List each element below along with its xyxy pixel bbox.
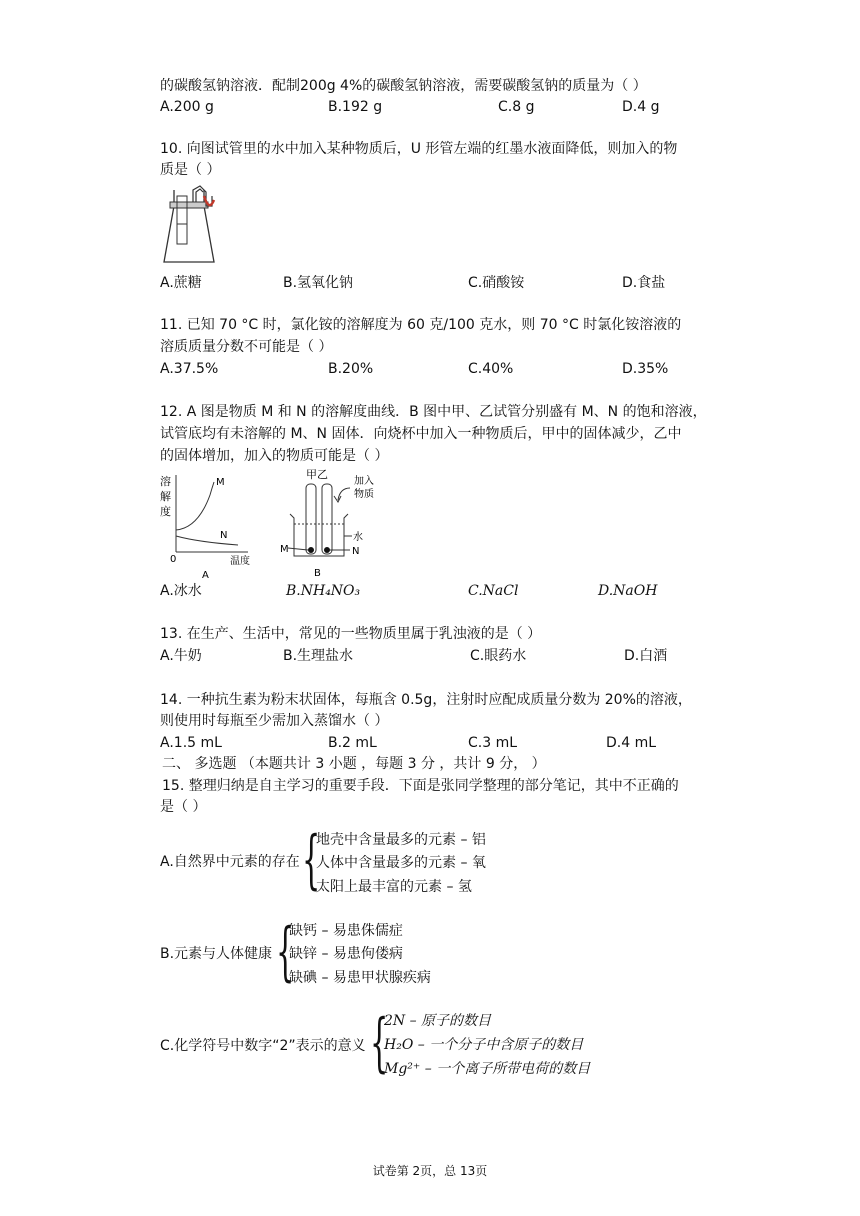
q15-a-item-2: 人体中含量最多的元素 – 氧 [316, 855, 486, 871]
q15-option-a-label[interactable]: A.自然界中元素的存在 [160, 854, 300, 870]
q10-flask-figure [160, 182, 222, 270]
fig-b-tube-yi [322, 484, 332, 554]
fig-b-tube-labels: 甲乙 [306, 468, 328, 481]
fig-a-label-n: N [220, 530, 228, 541]
q12-option-b[interactable]: B.NH₄NO₃ [286, 583, 361, 599]
q15-stem-line2: 是（ ） [160, 799, 207, 815]
q11-option-d[interactable]: D.35% [622, 361, 669, 377]
q12-figure-b [278, 466, 388, 582]
q15-c-item-2: H₂O – 一个分子中含原子的数目 [384, 1037, 584, 1053]
q15-a-brace: { [302, 823, 321, 897]
q13-options [160, 646, 720, 666]
q10-stem-line1: 10. 向图试管里的水中加入某种物质后，U 形管左端的红墨水液面降低，则加入的物 [160, 141, 678, 157]
fig-b-add-2: 物质 [354, 489, 374, 500]
q10-option-b[interactable]: B.氢氧化钠 [283, 275, 354, 291]
q15-b-brace: { [276, 915, 295, 989]
q15-option-c-label[interactable]: C.化学符号中数字“2”表示的意义 [160, 1038, 366, 1054]
q9-options [160, 97, 720, 117]
q15-c-item-1: 2N – 原子的数目 [384, 1013, 492, 1029]
fig-b-solid-n [324, 547, 330, 553]
q14-option-a[interactable]: A.1.5 mL [160, 735, 222, 751]
q12-stem-line2: 试管底均有未溶解的 M、N 固体．向烧杯中加入一种物质后，甲中的固体减少，乙中 [160, 426, 682, 442]
fig-b-solid-m [308, 547, 314, 553]
q11-option-a[interactable]: A.37.5% [160, 361, 219, 377]
q9-option-d[interactable]: D.4 g [622, 99, 660, 115]
q13-option-d[interactable]: D.白酒 [624, 648, 668, 664]
q12-stem-line3: 的固体增加，加入的物质可能是（ ） [160, 448, 389, 464]
fig-a-ylabel-2: 解 [160, 490, 171, 503]
q12-option-c[interactable]: C.NaCl [468, 583, 519, 599]
q12-figure-a [158, 470, 258, 582]
q12-options [160, 581, 720, 601]
q11-option-b[interactable]: B.20% [328, 361, 374, 377]
q13-option-c[interactable]: C.眼药水 [470, 648, 527, 664]
fig-a-ylabel-1: 溶 [160, 475, 171, 488]
q15-option-b-label[interactable]: B.元素与人体健康 [160, 946, 273, 962]
q9-option-a[interactable]: A.200 g [160, 99, 214, 115]
fig-a-caption: A [202, 570, 209, 581]
fig-b-water [294, 524, 344, 556]
q10-option-d[interactable]: D.食盐 [622, 275, 666, 291]
q9-option-c[interactable]: C.8 g [498, 99, 535, 115]
q11-option-c[interactable]: C.40% [468, 361, 514, 377]
q15-b-item-1: 缺钙 – 易患侏儒症 [289, 923, 403, 939]
fig-b-add-1: 加入 [354, 476, 374, 487]
q14-stem-line2: 则使用时每瓶至少需加入蒸馏水（ ） [160, 713, 389, 729]
q10-options [160, 273, 720, 293]
q14-option-c[interactable]: C.3 mL [468, 735, 518, 751]
q11-stem-line2: 溶质质量分数不可能是（ ） [160, 339, 333, 355]
fig-b-m-pointer [288, 548, 308, 550]
fig-a-ylabel-3: 度 [160, 505, 171, 518]
q14-option-b[interactable]: B.2 mL [328, 735, 377, 751]
q10-stem-line2: 质是（ ） [160, 162, 221, 178]
fig-b-tube-jia [306, 484, 316, 554]
q15-b-item-2: 缺锌 – 易患佝偻病 [289, 946, 403, 962]
fig-b-n-label: N [352, 546, 360, 557]
fig-a-curve-m [176, 482, 214, 530]
section2-header: 二、 多选题 （本题共计 3 小题 ，每题 3 分 ，共计 9 分， ） [162, 756, 546, 772]
q11-options [160, 359, 720, 379]
q13-option-a[interactable]: A.牛奶 [160, 648, 202, 664]
q12-option-d[interactable]: D.NaOH [598, 583, 658, 599]
q9-option-b[interactable]: B.192 g [328, 99, 383, 115]
q9-stem-line: 的碳酸氢钠溶液．配制200g 4%的碳酸氢钠溶液，需要碳酸氢钠的质量为（ ） [160, 78, 647, 94]
page-footer: 试卷第 2页，总 13页 [372, 1164, 488, 1178]
q15-c-item-3: Mg²⁺ – 一个离子所带电荷的数目 [384, 1061, 591, 1077]
q15-c-brace: { [370, 1006, 389, 1080]
q15-a-item-1: 地壳中含量最多的元素 – 铝 [316, 832, 486, 848]
q14-stem-line1: 14. 一种抗生素为粉末状固体，每瓶含 0.5g，注射时应配成质量分数为 20%的溶液， [160, 692, 692, 708]
q14-options [160, 733, 720, 753]
q14-option-d[interactable]: D.4 mL [606, 735, 657, 751]
q15-stem-line1: 15. 整理归纳是自主学习的重要手段．下面是张同学整理的部分笔记，其中不正确的 [162, 778, 679, 794]
q15-a-item-3: 太阳上最丰富的元素 – 氢 [316, 879, 472, 895]
q11-stem-line1: 11. 已知 70 °C 时，氯化铵的溶解度为 60 克/100 克水，则 70 °C 时氯化铵溶液的 [160, 317, 682, 333]
flask-stopper [170, 202, 208, 208]
q12-stem-line1: 12. A 图是物质 M 和 N 的溶解度曲线．B 图中甲、乙试管分别盛有 M、N 的饱和溶液， [160, 404, 707, 420]
q12-option-a[interactable]: A.冰水 [160, 583, 202, 599]
fig-b-caption: B [314, 568, 321, 579]
q10-option-a[interactable]: A.蔗糖 [160, 275, 202, 291]
fig-b-arrowhead [334, 496, 341, 502]
fig-a-label-m: M [216, 477, 225, 488]
q10-option-c[interactable]: C.硝酸铵 [468, 275, 525, 291]
fig-b-water-label: 水 [353, 532, 363, 543]
q15-b-item-3: 缺碘 – 易患甲状腺疾病 [289, 970, 431, 986]
fig-b-m-label: M [280, 544, 289, 555]
fig-a-xlabel: 温度 [230, 556, 250, 567]
fig-a-curve-n [176, 536, 238, 545]
q13-option-b[interactable]: B.生理盐水 [283, 648, 354, 664]
fig-a-origin: 0 [170, 554, 177, 565]
q13-stem: 13. 在生产、生活中，常见的一些物质里属于乳浊液的是（ ） [160, 626, 542, 642]
